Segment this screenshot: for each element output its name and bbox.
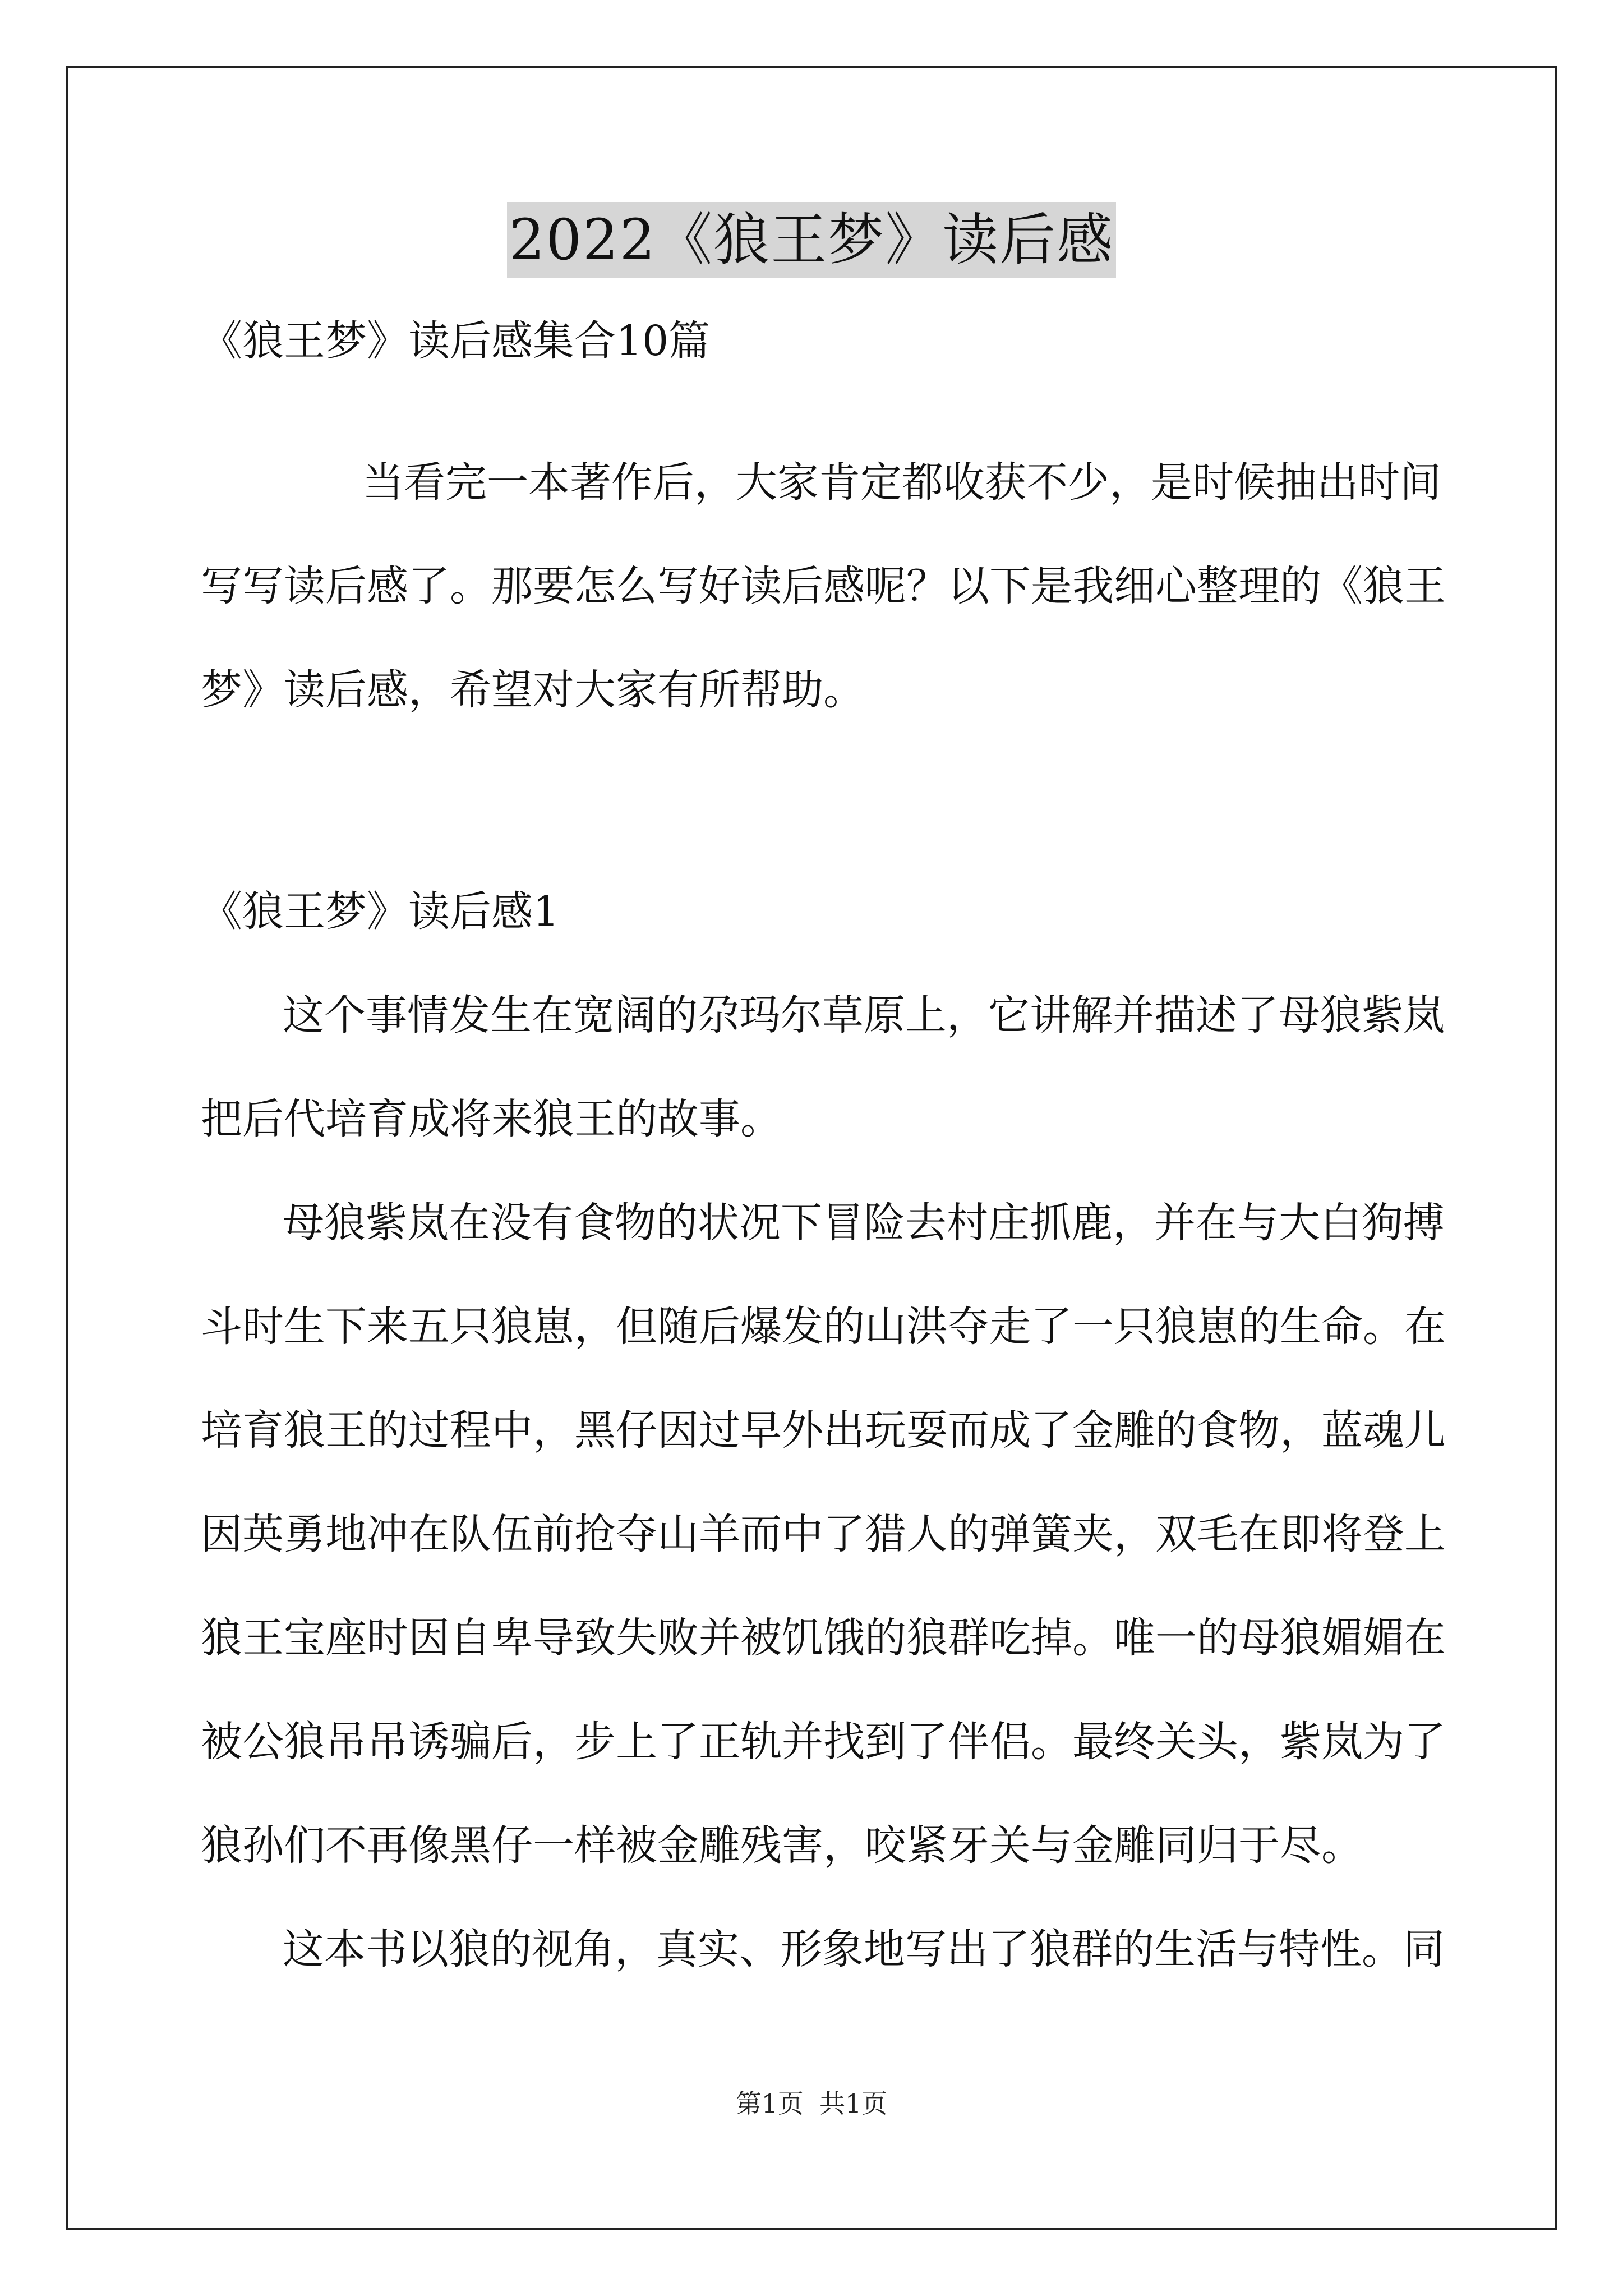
paragraph-line: 因英勇地冲在队伍前抢夺山羊而中了猎人的弹簧夹，双毛在即将登上 [201,1510,1446,1558]
intro-line: 梦》读后感，希望对大家有所帮助。 [201,666,865,714]
page-number-current: 第1页 [735,2088,804,2119]
paragraph-line: 狼王宝座时因自卑导致失败并被饥饿的狼群吃掉。唯一的母狼媚媚在 [201,1614,1446,1662]
paragraph-line: 被公狼吊吊诱骗后，步上了正轨并找到了伴侣。最终关头，紫岚为了 [201,1718,1446,1766]
paragraph-line: 这个事情发生在宽阔的尕玛尔草原上，它讲解并描述了母狼紫岚 [283,991,1445,1039]
paragraph-line: 狼孙们不再像黑仔一样被金雕残害，咬紧牙关与金雕同归于尽。 [201,1821,1363,1870]
paragraph-line: 这本书以狼的视角，真实、形象地写出了狼群的生活与特性。同 [283,1925,1445,1973]
paragraph-line: 培育狼王的过程中，黑仔因过早外出玩耍而成了金雕的食物，蓝魂儿 [201,1406,1446,1455]
paragraph-line: 斗时生下来五只狼崽，但随后爆发的山洪夺走了一只狼崽的生命。在 [201,1303,1446,1351]
paragraph-line: 母狼紫岚在没有食物的状况下冒险去村庄抓鹿，并在与大白狗搏 [283,1199,1445,1247]
intro-line: 写写读后感了。那要怎么写好读后感呢？以下是我细心整理的《狼王 [201,562,1446,610]
page-border [66,66,1557,2230]
document-title: 2022《狼王梦》读后感 [507,202,1117,278]
page-footer [0,2087,1623,2120]
page-number-total: 共1页 [819,2088,888,2119]
intro-line: 当看完一本著作后，大家肯定都收获不少，是时候抽出时间 [362,458,1441,507]
document-subtitle: 《狼王梦》读后感集合10篇 [201,317,711,365]
section-heading: 《狼王梦》读后感1 [201,887,560,936]
title-container [0,202,1623,278]
paragraph-line: 把后代培育成将来狼王的故事。 [201,1095,782,1143]
